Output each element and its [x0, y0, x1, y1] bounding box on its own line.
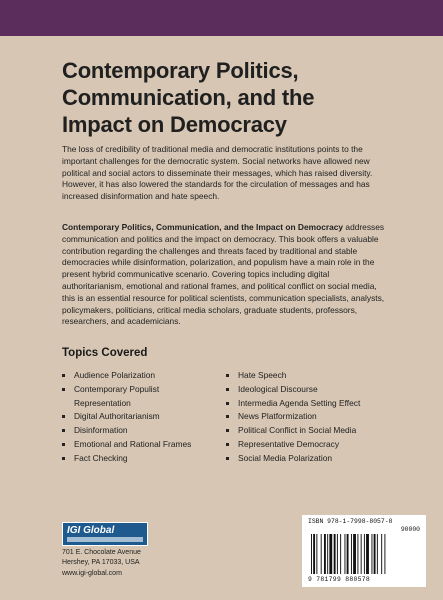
topic-item: Hate Speech — [226, 369, 386, 383]
topic-item: News Platformization — [226, 410, 386, 424]
topic-item: Audience Polarization — [62, 369, 212, 383]
intro-paragraph: The loss of credibility of traditional media and democratic institutions points to the important challenges for the democratic system. Social networks have allowed new political and social actors to disseminate their messages, which has raised diversity. However, it has also lowered the standards for the circulation of messages and has increased disinformation and hate speech. — [62, 144, 373, 202]
topic-item: Contemporary Populist Representation — [62, 383, 212, 411]
topic-item: Disinformation — [62, 424, 212, 438]
ean-digits: 9 781799 880578 — [308, 576, 371, 583]
topics-heading: Topics Covered — [62, 347, 148, 359]
topic-item: Political Conflict in Social Media — [226, 424, 386, 438]
price-code: 90000 — [400, 526, 420, 533]
top-color-band — [0, 0, 443, 36]
book-title: Contemporary Politics, Communication, and the Impact on Democracy — [62, 58, 315, 137]
address-line: 701 E. Chocolate Avenue — [62, 549, 141, 556]
publisher-logo-tagline-bar — [67, 537, 143, 542]
isbn-text: ISBN 978-1-7998-8057-8 — [308, 518, 393, 525]
barcode-bars — [310, 534, 418, 574]
topic-item: Ideological Discourse — [226, 383, 386, 397]
isbn-barcode — [302, 515, 426, 587]
description-body: addresses communication and politics and the impact on democracy. This book offers a valuable contribution regarding the challenges and threats faced by traditional and stable democracies while disinformation, polarization, and populism have a main role in the present hybrid communicative scenario. Covering topics including digital authoritarianism, emotional and rational frames, and political conflict on social media, this is an essential resource for political scientists, communication specialists, analysts, policymakers, politicians, critical media scholars, graduate students, professors, researchers, and academicians. — [62, 222, 385, 327]
description-paragraph — [62, 222, 386, 328]
publisher-website: www.igi-global.com — [62, 569, 122, 577]
publisher-logo-text: IGI Global — [67, 525, 115, 536]
address-line: Hershey, PA 17033, USA — [62, 559, 140, 567]
topic-item: Fact Checking — [62, 452, 212, 466]
topic-item: Intermedia Agenda Setting Effect — [226, 397, 386, 411]
description-lead-title: Contemporary Politics, Communication, and the Impact on Democracy — [62, 222, 344, 232]
topics-list-right — [226, 369, 386, 466]
topic-item: Digital Authoritarianism — [62, 410, 212, 424]
topic-item: Social Media Polarization — [226, 452, 386, 466]
publisher-logo — [62, 522, 148, 546]
publisher-address — [62, 548, 141, 579]
topic-item: Representative Democracy — [226, 438, 386, 452]
topics-list-left — [62, 369, 212, 466]
topic-item: Emotional and Rational Frames — [62, 438, 212, 452]
